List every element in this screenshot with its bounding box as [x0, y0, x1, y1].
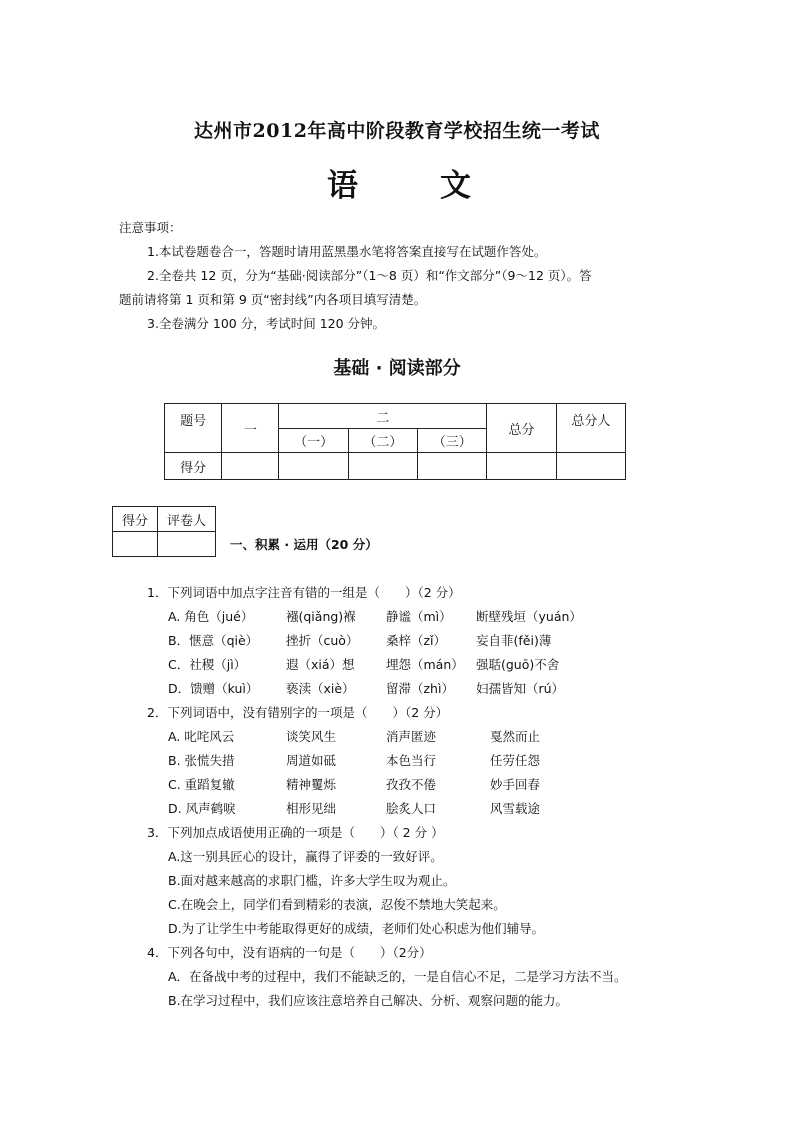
score-table-sub1: （一） [279, 429, 348, 453]
score-table-part1: 一 [222, 404, 279, 453]
notice-line: 1.本试卷题卷合一，答题时请用蓝黑墨水笔将答案直接写在试题作答处。 [147, 244, 547, 259]
subject-char-2: 文 [440, 168, 471, 204]
option-item: 妇孺皆知（rú） [476, 681, 565, 696]
score-table-sub3: （三） [418, 429, 487, 453]
option-item: 挫折（cuò） [286, 633, 359, 648]
option-item: 精神矍烁 [286, 777, 337, 792]
option-item: 消声匿迹 [386, 729, 437, 744]
option-item: B．惬意（qiè） [168, 633, 259, 648]
option-item: 周道如砥 [286, 753, 337, 768]
question-stem: 2．下列词语中，没有错别字的一项是（ ）（2 分） [147, 705, 449, 720]
exam-title: 达州市2012年高中阶段教育学校招生统一考试 [194, 120, 600, 142]
option-item: 埋怨（mán） [386, 657, 464, 672]
part-heading: 一、积累 · 运用（20 分） [230, 537, 378, 552]
option-item: C. 重蹈复辙 [168, 777, 235, 792]
option-line: A．在备战中考的过程中，我们不能缺乏的，一是自信心不足，二是学习方法不当。 [168, 969, 627, 984]
option-item: 谈笑风生 [286, 729, 337, 744]
grader-table [112, 506, 216, 557]
option-item: 强聒(guō)不舍 [476, 657, 560, 672]
option-item: A. 叱咤风云 [168, 729, 235, 744]
option-item: 戛然而止 [490, 729, 541, 744]
score-table-part2: 二 [279, 404, 487, 429]
option-item: B. 张慌失措 [168, 753, 235, 768]
option-item: 遐（xiá）想 [286, 657, 355, 672]
option-item: 孜孜不倦 [386, 777, 437, 792]
option-item: 留滞（zhì） [386, 681, 454, 696]
option-item: 亵渎（xiè） [286, 681, 355, 696]
section-title: 基础 · 阅读部分 [333, 358, 461, 379]
score-table-total-person: 总分人 [556, 404, 625, 453]
score-cell [556, 453, 625, 480]
option-item: 风雪载途 [490, 801, 541, 816]
option-line: B.在学习过程中，我们应该注意培养自己解决、分析、观察问题的能力。 [168, 993, 569, 1008]
option-item: A. 角色（jué） [168, 609, 254, 624]
option-item: D. 风声鹤唳 [168, 801, 236, 816]
score-cell [487, 453, 556, 480]
subject-char-1: 语 [327, 168, 358, 204]
option-item: 妙手回春 [490, 777, 541, 792]
notice-line: 2.全卷共 12 页，分为“基础·阅读部分”（1～8 页）和“作文部分”（9～12 页）。答 [147, 268, 592, 283]
option-item: 妄自菲(fěi)薄 [476, 633, 552, 648]
option-line: A.这一别具匠心的设计，赢得了评委的一致好评。 [168, 849, 443, 864]
option-item: 脍炙人口 [386, 801, 437, 816]
score-table [164, 403, 626, 480]
option-item: 静谧（mì） [386, 609, 452, 624]
question-stem: 1．下列词语中加点字注音有错的一组是（ ）（2 分） [147, 585, 461, 600]
score-cell [279, 453, 348, 480]
option-line: B.面对越来越高的求职门槛，许多大学生叹为观止。 [168, 873, 456, 888]
notice-line: 3.全卷满分 100 分，考试时间 120 分钟。 [147, 316, 386, 331]
score-cell [222, 453, 279, 480]
option-item: 任劳任怨 [490, 753, 541, 768]
score-table-sub2: （二） [348, 429, 417, 453]
notice-line: 题前请将第 1 页和第 9 页“密封线”内各项目填写清楚。 [119, 292, 427, 307]
grader-table-grader-label: 评卷人 [158, 507, 216, 532]
question-stem: 4．下列各句中，没有语病的一句是（ ）（2分） [147, 945, 432, 960]
grader-cell [158, 532, 216, 557]
option-item: 桑梓（zǐ） [386, 633, 447, 648]
option-item: C．社稷（jì） [168, 657, 247, 672]
score-cell [418, 453, 487, 480]
score-table-score-label: 得分 [165, 453, 222, 480]
option-item: 本色当行 [386, 753, 437, 768]
option-line: C.在晚会上，同学们看到精彩的表演，忍俊不禁地大笑起来。 [168, 897, 506, 912]
notice-title: 注意事项： [119, 220, 182, 235]
option-item: 襁(qiǎng)褓 [286, 609, 356, 624]
score-table-total: 总分 [487, 404, 556, 453]
grader-cell [113, 532, 158, 557]
option-item: D．馈赠（kuì） [168, 681, 259, 696]
question-stem: 3．下列加点成语使用正确的一项是（ ）（ 2 分 ） [147, 825, 444, 840]
option-item: 相形见绌 [286, 801, 337, 816]
score-table-question-no: 题号 [165, 404, 222, 453]
grader-table-score-label: 得分 [113, 507, 158, 532]
option-line: D.为了让学生中考能取得更好的成绩，老师们处心积虑为他们辅导。 [168, 921, 545, 936]
score-cell [348, 453, 417, 480]
option-item: 断壁残垣（yuán） [476, 609, 582, 624]
